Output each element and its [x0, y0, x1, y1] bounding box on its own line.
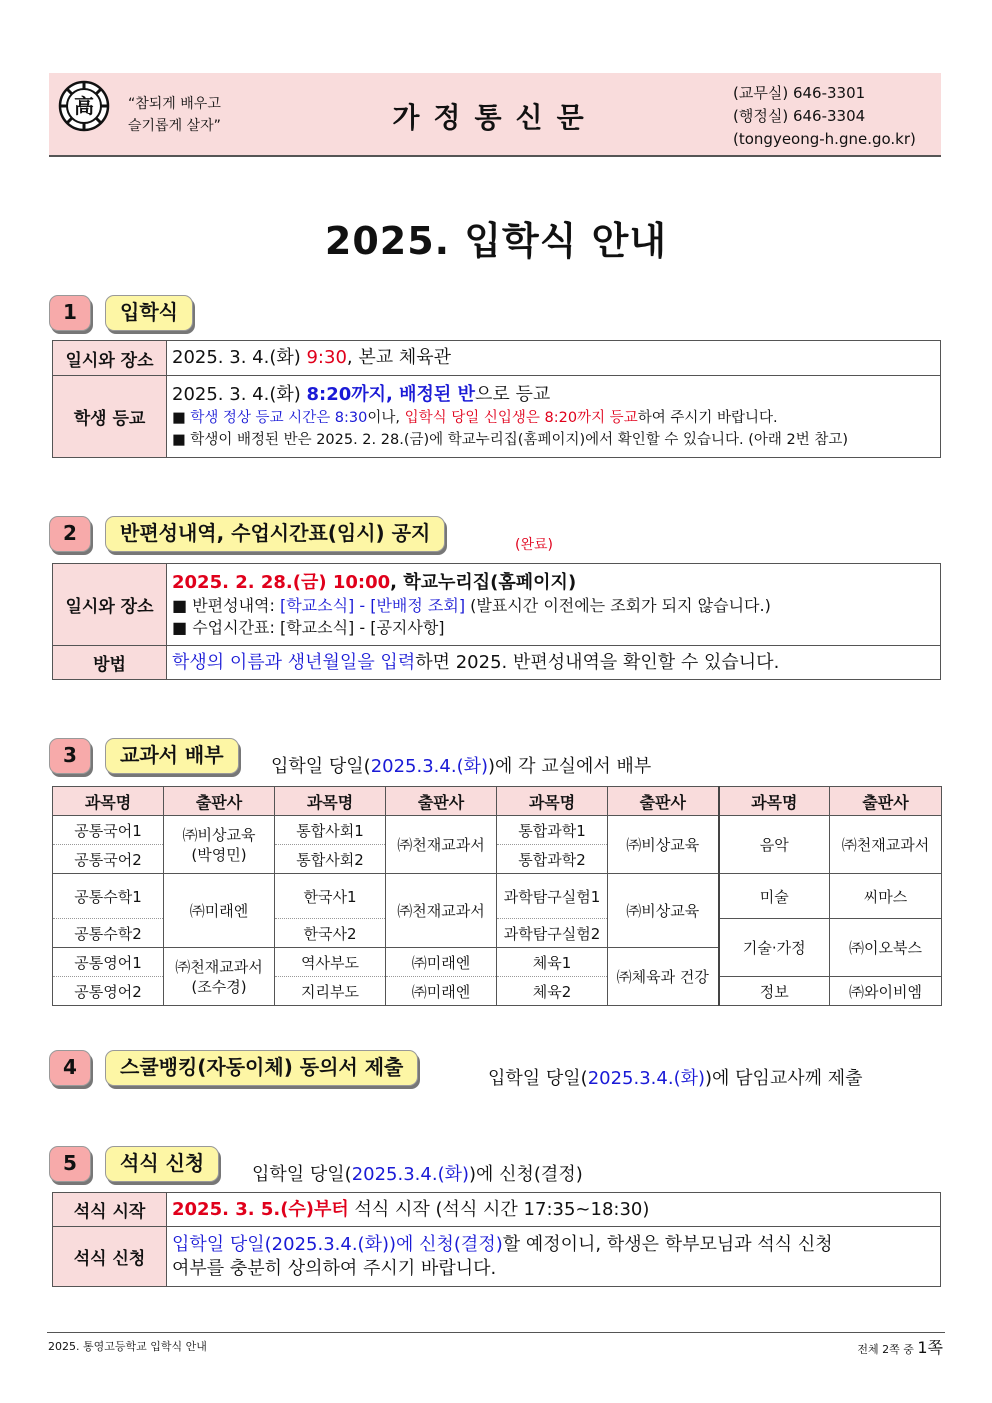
- publisher-cell: ㈜천재교과서: [386, 816, 497, 874]
- page-title: 2025. 입학식 안내: [324, 219, 668, 263]
- section-2-table: [52, 563, 941, 680]
- row-head-method: 방법: [53, 646, 167, 680]
- subject-cell: 역사부도: [275, 948, 386, 977]
- phone-admin: (행정실) 646-3304: [733, 107, 866, 125]
- section-3-note: 입학일 당일(2025.3.4.(화))에 각 교실에서 배부: [271, 756, 652, 777]
- section-3-label: 교과서 배부: [105, 738, 239, 774]
- subject-cell: 공통영어2: [53, 977, 164, 1006]
- table-row: [53, 874, 942, 919]
- subject-cell: 공통국어1: [53, 816, 164, 845]
- section-1-label: 입학식: [105, 295, 193, 331]
- row-head-datetime: 일시와 장소: [53, 341, 167, 376]
- subject-cell: 체육2: [497, 977, 608, 1006]
- svg-text:高: 高: [74, 94, 94, 118]
- section-5-table: [52, 1192, 941, 1287]
- column-header: 과목명: [497, 787, 608, 816]
- column-header: 출판사: [830, 787, 942, 816]
- subject-cell: 기술·가정: [719, 919, 830, 977]
- section-2-number: 2: [49, 516, 91, 552]
- newsletter-title: 가정통신문: [392, 101, 598, 134]
- section-3-number: 3: [49, 738, 91, 774]
- section-2-label: 반편성내역, 수업시간표(임시) 공지: [105, 516, 445, 552]
- subject-cell: 한국사1: [275, 874, 386, 919]
- section-2-status: (완료): [515, 537, 553, 553]
- dinner-start-details: 2025. 3. 5.(수)부터 석식 시작 (석식 시간 17:35~18:30): [167, 1193, 941, 1227]
- section-5-note: 입학일 당일(2025.3.4.(화))에 신청(결정): [252, 1164, 583, 1185]
- publisher-cell: ㈜미래엔: [164, 874, 275, 948]
- subject-cell: 미술: [719, 874, 830, 919]
- subject-cell: 지리부도: [275, 977, 386, 1006]
- footer-doc-name: 2025. 통영고등학교 입학식 안내: [48, 1340, 207, 1353]
- subject-cell: 공통수학1: [53, 874, 164, 919]
- section-1-table: [52, 340, 941, 458]
- subject-cell: 통합사회2: [275, 845, 386, 874]
- publisher-cell: ㈜미래엔: [386, 977, 497, 1006]
- publisher-cell: ㈜미래엔: [386, 948, 497, 977]
- subject-cell: 통합과학2: [497, 845, 608, 874]
- publisher-cell: ㈜비상교육: [608, 816, 719, 874]
- publisher-cell: ㈜천재교과서: [386, 874, 497, 948]
- subject-cell: 통합사회1: [275, 816, 386, 845]
- publisher-cell: ㈜천재교과서 (조수경): [164, 948, 275, 1006]
- ceremony-datetime: 2025. 3. 4.(화) 9:30, 본교 체육관: [167, 341, 941, 376]
- publisher-cell: ㈜천재교과서: [830, 816, 942, 874]
- subject-cell: 통합과학1: [497, 816, 608, 845]
- subject-cell: 공통수학2: [53, 919, 164, 948]
- publisher-cell: ㈜와이비엠: [830, 977, 942, 1006]
- footer-page-number: 전체 2쪽 중 1쪽: [857, 1338, 943, 1357]
- table-header-row: [53, 787, 942, 816]
- section-5-label: 석식 신청: [105, 1146, 219, 1182]
- column-header: 과목명: [275, 787, 386, 816]
- row-head-dinner-apply: 석식 신청: [53, 1227, 167, 1287]
- section-4-note: 입학일 당일(2025.3.4.(화))에 담임교사께 제출: [488, 1068, 863, 1089]
- publisher-cell: ㈜비상교육: [608, 874, 719, 948]
- column-header: 출판사: [164, 787, 275, 816]
- subject-cell: 공통영어1: [53, 948, 164, 977]
- school-emblem-icon: [58, 80, 110, 132]
- table-row: [53, 816, 942, 845]
- section-1-number: 1: [49, 295, 91, 331]
- website: (tongyeong-h.gne.go.kr): [733, 130, 916, 148]
- section-4-number: 4: [49, 1050, 91, 1086]
- publisher-cell: ㈜비상교육 (박영민): [164, 816, 275, 874]
- row-head-dinner-start: 석식 시작: [53, 1193, 167, 1227]
- subject-cell: 공통국어2: [53, 845, 164, 874]
- section-5-number: 5: [49, 1146, 91, 1182]
- contact-info: [733, 82, 916, 151]
- section-4-label: 스쿨뱅킹(자동이체) 동의서 제출: [105, 1050, 418, 1086]
- school-motto: “참되게 배우고 슬기롭게 살자”: [128, 96, 221, 134]
- dinner-apply-details: 입학일 당일(2025.3.4.(화))에 신청(결정)할 예정이니, 학생은 학부모님과 석식 신청 여부를 충분히 상의하여 주시기 바랍니다.: [167, 1227, 941, 1287]
- announcement-details: 2025. 2. 28.(금) 10:00, 학교누리집(홈페이지) ■ 반편성내역: [학교소식] - [반배정 조회] (발표시간 이전에는 조회가 되지 않습니다.) ■ 수업시간표: [학교소식] - [공지사항]: [167, 564, 941, 646]
- subject-cell: 정보: [719, 977, 830, 1006]
- subject-cell: 한국사2: [275, 919, 386, 948]
- subject-cell: 음악: [719, 816, 830, 874]
- method-details: 학생의 이름과 생년월일을 입력하면 2025. 반편성내역을 확인할 수 있습니다.: [167, 646, 941, 680]
- subject-cell: 과학탐구실험2: [497, 919, 608, 948]
- subject-cell: 과학탐구실험1: [497, 874, 608, 919]
- column-header: 출판사: [608, 787, 719, 816]
- arrival-details: 2025. 3. 4.(화) 8:20까지, 배정된 반으로 등교 ■ 학생 정상 등교 시간은 8:30이나, 입학식 당일 신입생은 8:20까지 등교하여 주시기 바랍니다. ■ 학생이 배정된 반은 2025. 2. 28.(금)에 학교누리집(홈페이지)에서 확인할 수 있습니다. (아래 2번 참고): [167, 376, 941, 458]
- column-header: 출판사: [386, 787, 497, 816]
- subject-cell: 체육1: [497, 948, 608, 977]
- column-header: 과목명: [53, 787, 164, 816]
- footer-divider: [47, 1332, 945, 1333]
- publisher-cell: 씨마스: [830, 874, 942, 919]
- phone-office: (교무실) 646-3301: [733, 84, 866, 102]
- publisher-cell: ㈜이오북스: [830, 919, 942, 977]
- textbook-table: [52, 786, 942, 1006]
- column-header: 과목명: [719, 787, 830, 816]
- publisher-cell: ㈜체육과 건강: [608, 948, 719, 1006]
- row-head-arrival: 학생 등교: [53, 376, 167, 458]
- row-head-datetime: 일시와 장소: [53, 564, 167, 646]
